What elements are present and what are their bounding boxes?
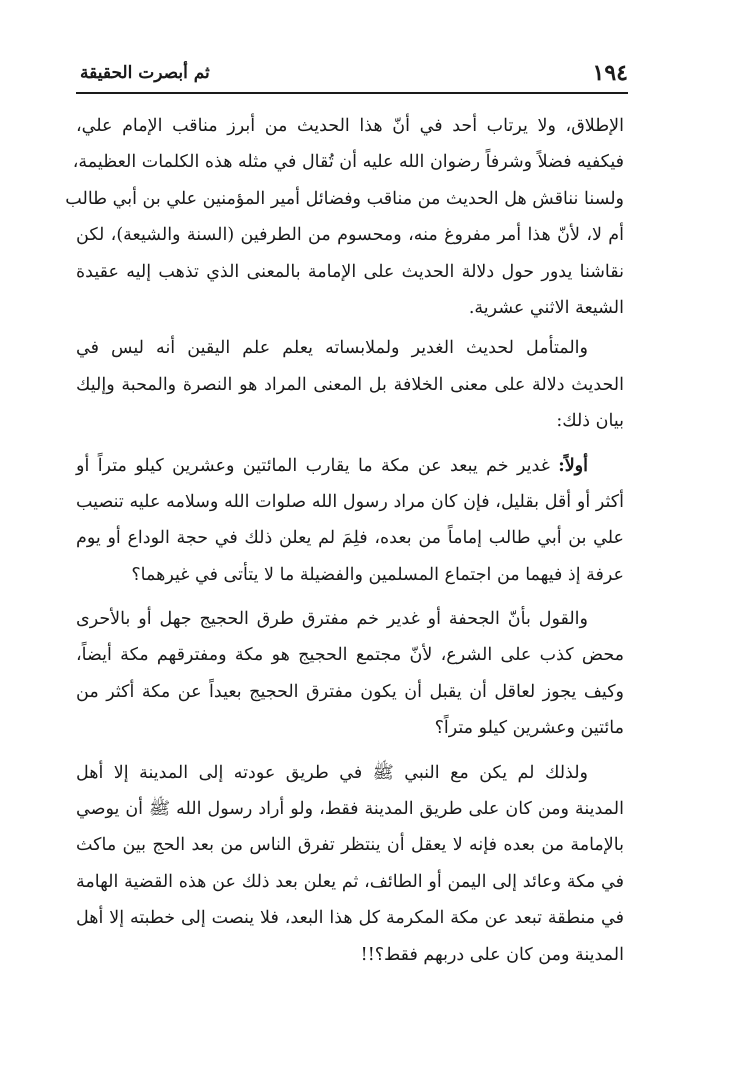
paragraph [76,755,624,973]
text-line: علي بن أبي طالب إماماً من بعده، فلِمَ لم يعلن ذلك في حجة الوداع أو يوم [76,528,624,549]
paragraph [76,448,624,594]
paragraph [65,108,624,326]
page-header [80,58,628,88]
lead-word: أولاً: [558,455,588,476]
body-text [65,108,624,973]
text-line: وكيف يجوز لعاقل أن يقبل أن يكون مفترق الحجيج بعيداً عن مكة أكثر من [76,681,624,702]
text-line: أكثر أو أقل بقليل، فإن كان مراد رسول الله صلوات الله وسلامه عليه تنصيب [76,491,624,512]
text-line: نقاشنا يدور حول دلالة الحديث على الإمامة بالمعنى الذي تذهب إليه عقيدة [76,261,624,282]
text-line: عرفة إذ فيهما من اجتماع المسلمين والفضيلة ما لا يتأتى في غيرهما؟ [131,564,624,585]
text-line: الحديث دلالة على معنى الخلافة بل المعنى المراد هو النصرة والمحبة وإليك [76,374,624,395]
text-line: بالإمامة من بعده فإنه لا يعقل أن ينتظر تفرق الناس من بعد الحج بين ماكث [76,835,624,856]
text-line: ولسنا نناقش هل الحديث من مناقب وفضائل أمير المؤمنين علي بن أبي طالب [65,188,624,209]
text-line-rest: غدير خم يبعد عن مكة ما يقارب المائتين وعشرين كيلو متراً أو [76,455,559,476]
paragraph [76,601,624,747]
text-line: بيان ذلك: [556,411,624,432]
text-line [76,448,624,484]
paragraph [76,330,624,439]
text-line: فيكفيه فضلاً وشرفاً رضوان الله عليه أن تُقال في مثله هذه الكلمات العظيمة، [72,152,624,173]
text-line: المدينة ومن كان على طريق المدينة فقط، ولو أراد رسول الله ﷺ أن يوصي [76,799,624,820]
text-line: ولذلك لم يكن مع النبي ﷺ في طريق عودته إلى المدينة إلا أهل [76,762,588,783]
header-rule [76,92,628,94]
text-line: الإطلاق، ولا يرتاب أحد في أنّ هذا الحديث من أبرز مناقب الإمام علي، [76,116,624,136]
text-line: والقول بأنّ الجحفة أو غدير خم مفترق طرق الحجيج جهل أو بالأحرى [76,609,588,630]
text-line: أم لا، لأنّ هذا أمر مفروغ منه، ومحسوم من الطرفين (السنة والشيعة)، لكن [76,225,624,246]
text-line: والمتأمل لحديث الغدير ولملابساته يعلم علم اليقين أنه ليس في [76,338,588,359]
running-title: ثم أبصرت الحقيقة [80,63,210,83]
text-line: المدينة ومن كان على دربهم فقط؟!! [360,944,624,965]
text-line: محض كذب على الشرع، لأنّ مجتمع الحجيج هو مكة ومفترقهم مكة أيضاً، [76,645,624,666]
text-line: مائتين وعشرين كيلو متراً؟ [434,718,624,739]
text-line: في مكة وعائد إلى اليمن أو الطائف، ثم يعلن بعد ذلك عن هذه القضية الهامة [76,871,624,892]
text-line: في منطقة تبعد عن مكة المكرمة كل هذا البعد، فلا ينصت إلى خطبته إلا أهل [76,908,624,929]
text-line: الشيعة الاثني عشرية. [468,297,624,318]
page-number: ١٩٤ [592,60,628,86]
